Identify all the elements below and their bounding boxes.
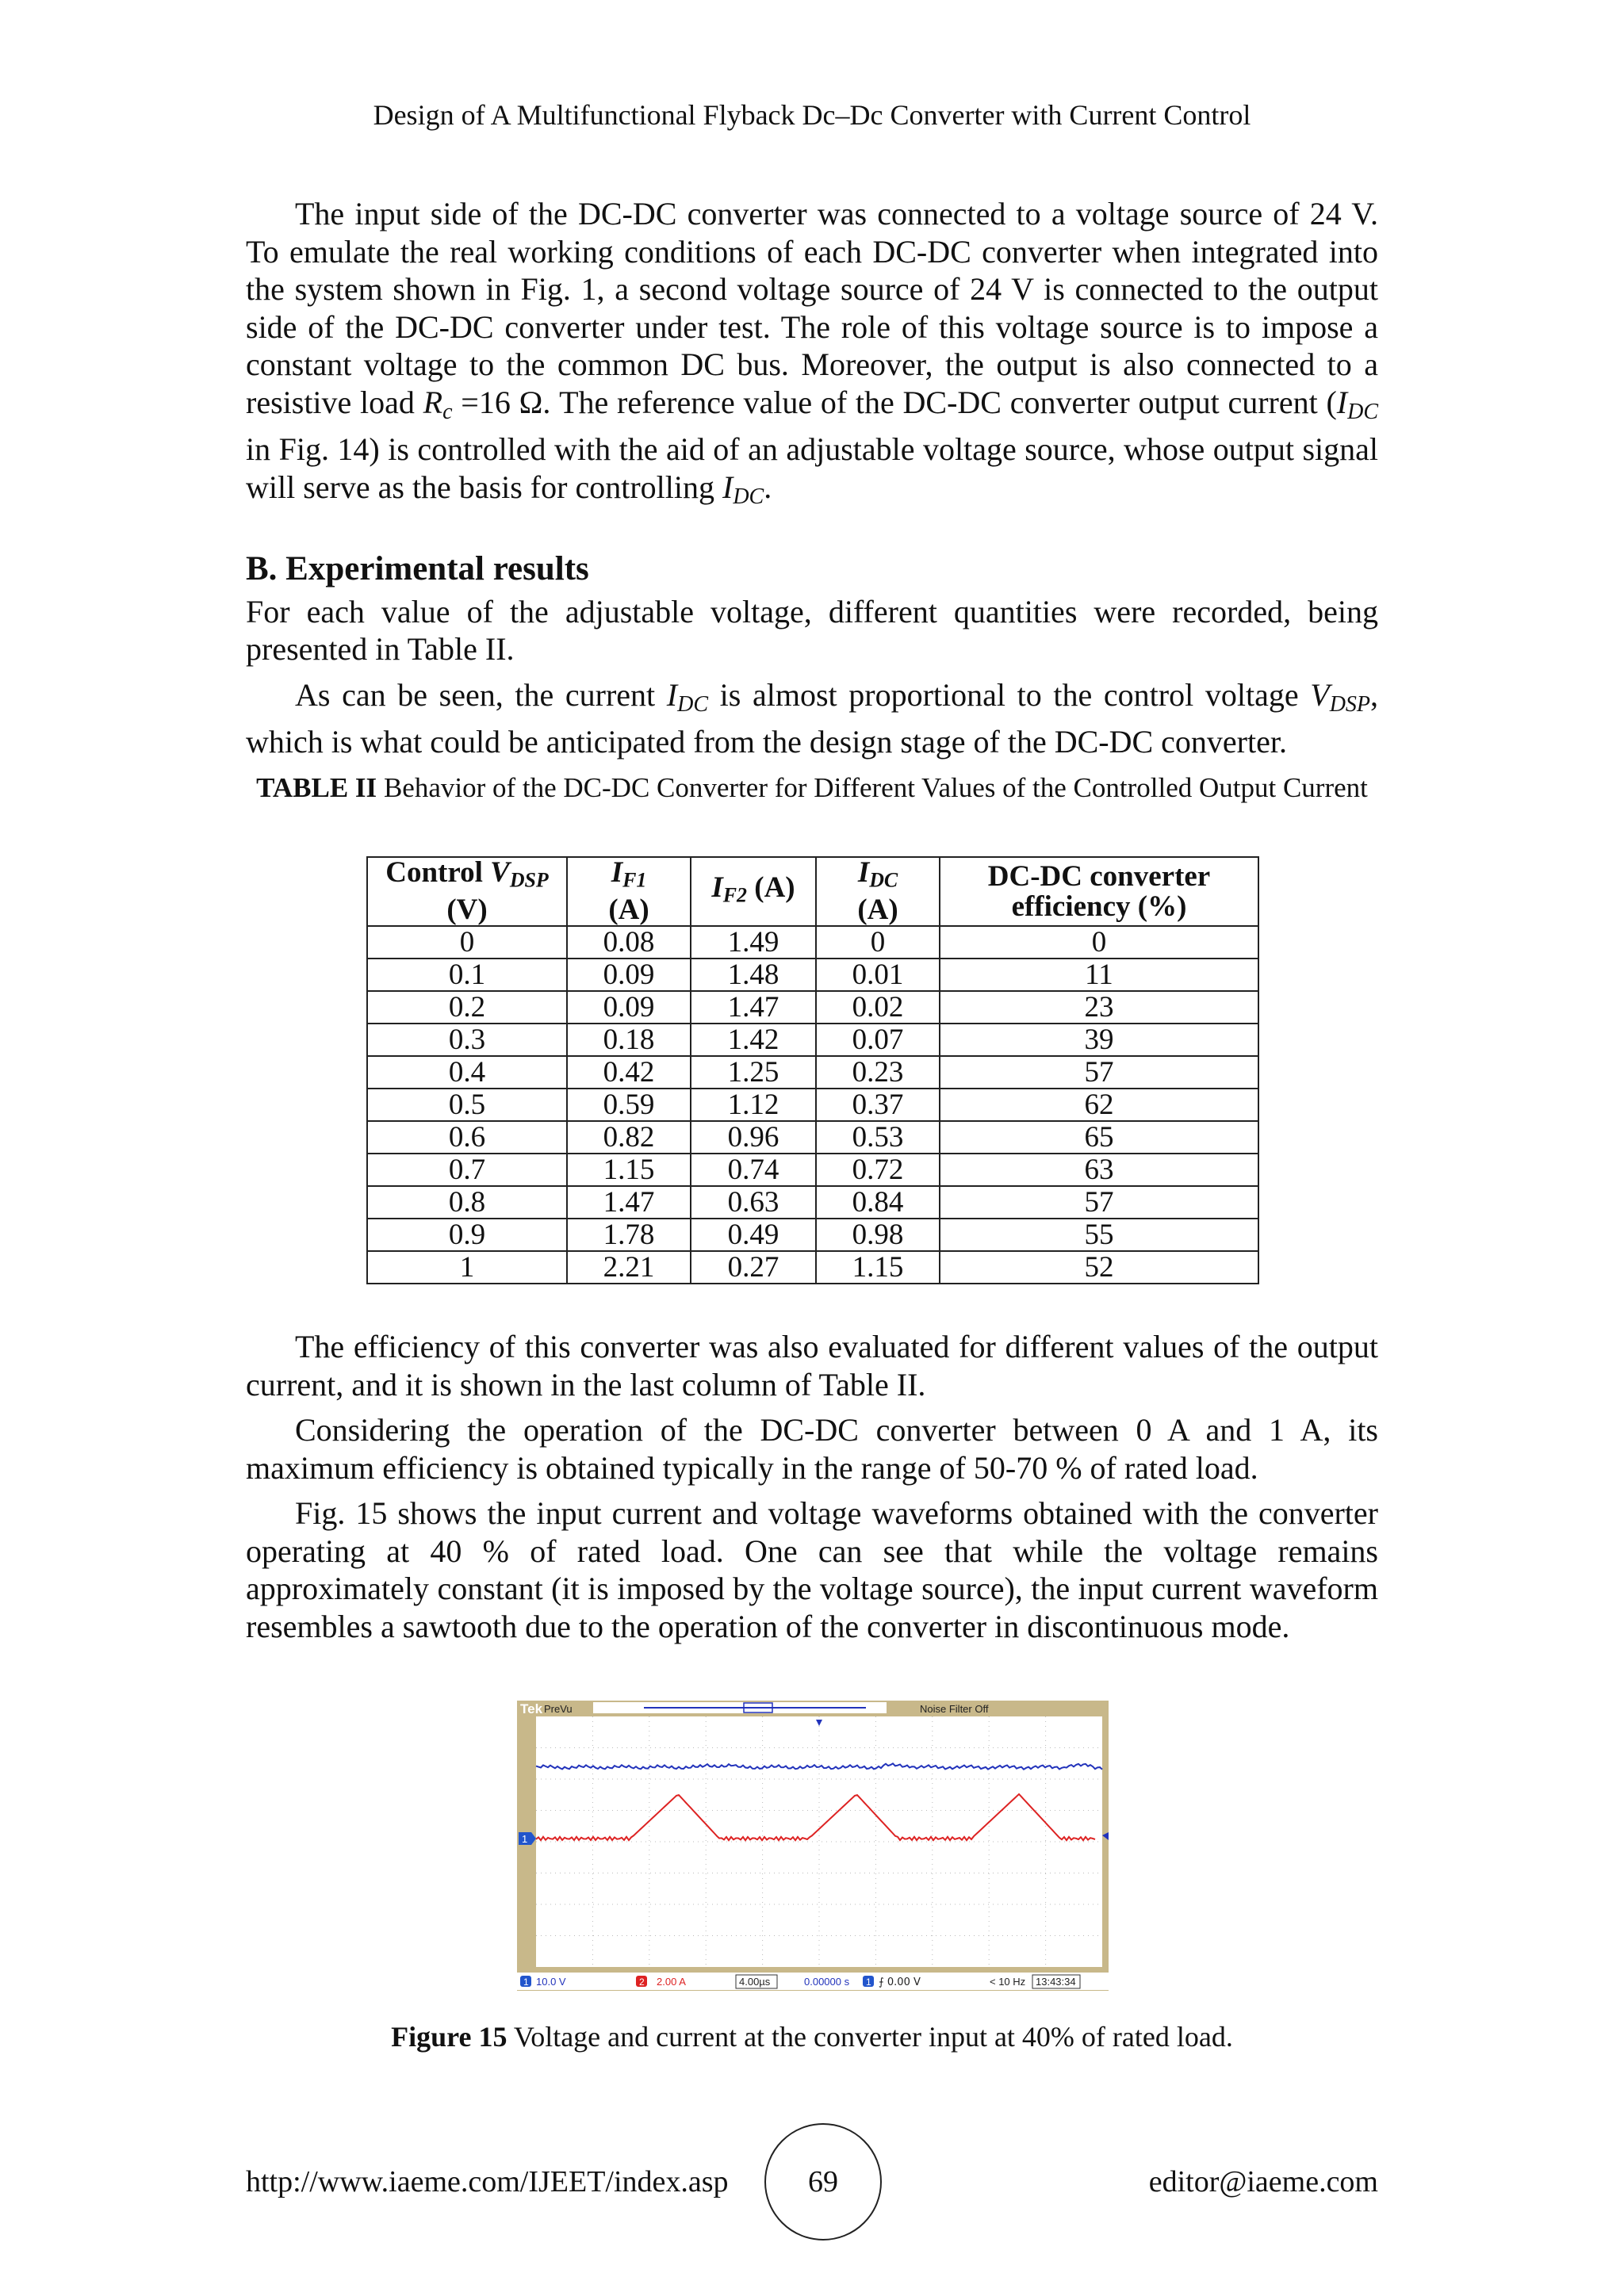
page-number: 69 — [764, 2123, 882, 2241]
table-cell: 0.49 — [691, 1219, 816, 1251]
header-if2: $I_{F2}$ (A) — [691, 857, 816, 926]
table-cell: 0.9 — [367, 1219, 567, 1251]
table-cell: 1.15 — [567, 1154, 691, 1186]
table-cell: 0.74 — [691, 1154, 816, 1186]
table-cell: 0.42 — [567, 1056, 691, 1089]
footer-email[interactable]: editor@iaeme.com — [1148, 2165, 1378, 2198]
table-cell: 0.01 — [816, 959, 940, 991]
table-cell: 0.6 — [367, 1121, 567, 1154]
trigger-level-label: ⨍ 0.00 V — [879, 1976, 921, 1988]
table-cell: 1.49 — [691, 926, 816, 959]
table-caption: TABLE II Behavior of the DC-DC Converter for Different Values of the Controlled Output Current — [256, 772, 1368, 803]
paragraph-waveforms: Fig. 15 shows the input current and voltage waveforms obtained with the converter operating at 40 % of rated load. One can see that while the voltage remains approximately constant (it is imposed by the voltage source), the input current waveform resembles a sawtooth due to the operation of the converter in discontinuous mode. — [246, 1495, 1378, 1644]
table-cell: 57 — [940, 1056, 1258, 1089]
table-cell: 0 — [940, 926, 1258, 959]
table-cell: 0.37 — [816, 1089, 940, 1121]
table-cell: 0 — [367, 926, 567, 959]
table-cell: 0.3 — [367, 1024, 567, 1056]
table-row — [367, 926, 1258, 959]
table-cell: 0.98 — [816, 1219, 940, 1251]
timebase-label: 4.00µs — [739, 1976, 771, 1988]
ch2-badge-label: 2 — [639, 1976, 645, 1988]
noise-filter-label: Noise Filter Off — [920, 1703, 989, 1715]
footer-url[interactable]: http://www.iaeme.com/IJEET/index.asp — [246, 2165, 729, 2198]
time-offset-label: 0.00000 s — [804, 1976, 850, 1988]
ch1-badge-label: 1 — [523, 1976, 529, 1988]
table-cell: 0.08 — [567, 926, 691, 959]
table-cell: 0.09 — [567, 959, 691, 991]
table-cell: 0.8 — [367, 1186, 567, 1219]
table-cell: 0.23 — [816, 1056, 940, 1089]
table-cell: 1.15 — [816, 1251, 940, 1284]
ch1-scale: 10.0 V — [536, 1976, 566, 1988]
mode-label: PreVu — [544, 1703, 573, 1715]
trigger-channel-label: 1 — [866, 1976, 871, 1988]
ch1-marker-label: 1 — [522, 1833, 528, 1845]
table-row — [367, 1186, 1258, 1219]
table-cell: 0.1 — [367, 959, 567, 991]
table-row — [367, 959, 1258, 991]
body-text-bottom — [246, 1328, 1378, 1653]
paragraph-recorded: For each value of the adjustable voltage, different quantities were recorded, being presented in Table II. — [246, 593, 1378, 667]
table-cell: 0.59 — [567, 1089, 691, 1121]
frequency-label: < 10 Hz — [990, 1976, 1026, 1988]
table-cell: 1.12 — [691, 1089, 816, 1121]
table-cell: 0.09 — [567, 991, 691, 1024]
table-cell: 39 — [940, 1024, 1258, 1056]
table-row — [367, 1121, 1258, 1154]
table-cell: 0.2 — [367, 991, 567, 1024]
body-text-top — [246, 195, 1378, 523]
ch1-marker-arrow — [531, 1832, 536, 1845]
table-cell: 52 — [940, 1251, 1258, 1284]
table-cell: 1.25 — [691, 1056, 816, 1089]
ch2-scale: 2.00 A — [657, 1976, 686, 1988]
clock-label: 13:43:34 — [1036, 1976, 1076, 1988]
table-cell: 0.18 — [567, 1024, 691, 1056]
table-cell: 62 — [940, 1089, 1258, 1121]
table-cell: 0.27 — [691, 1251, 816, 1284]
table-cell: 0.82 — [567, 1121, 691, 1154]
table-cell: 0 — [816, 926, 940, 959]
table-row — [367, 1219, 1258, 1251]
table-cell: 0.07 — [816, 1024, 940, 1056]
table-cell: 0.4 — [367, 1056, 567, 1089]
table-row — [367, 1024, 1258, 1056]
table-cell: 57 — [940, 1186, 1258, 1219]
header-if1: $I_{F1}$ (A) — [567, 857, 691, 926]
table-cell: 65 — [940, 1121, 1258, 1154]
table-cell: 1 — [367, 1251, 567, 1284]
table-cell: 0.84 — [816, 1186, 940, 1219]
brand-label: Tek — [520, 1701, 543, 1716]
table-cell: 1.47 — [567, 1186, 691, 1219]
table-cell: 0.02 — [816, 991, 940, 1024]
paragraph-range: Considering the operation of the DC-DC converter between 0 A and 1 A, its maximum efficiency is obtained typically in the range of 50-70 % of rated load. — [246, 1412, 1378, 1486]
table-cell: 1.78 — [567, 1219, 691, 1251]
table-cell: 0.96 — [691, 1121, 816, 1154]
table-row — [367, 991, 1258, 1024]
table-cell: 0.5 — [367, 1089, 567, 1121]
section-experimental — [246, 530, 1378, 769]
trigger-level-icon — [1102, 1832, 1109, 1840]
table-cell: 63 — [940, 1154, 1258, 1186]
table-row — [367, 1154, 1258, 1186]
header-idc: $I_{DC}$ (A) — [816, 857, 940, 926]
paragraph-proportional: As can be seen, the current $I_{DC}$ is almost proportional to the control voltage $V_{DSP}$, which is what could be anticipated from the design stage of the DC-DC converter. — [246, 676, 1379, 760]
data-table — [366, 856, 1259, 1284]
table-row — [367, 1251, 1258, 1284]
section-heading: B. Experimental results — [246, 550, 589, 587]
table-body — [367, 926, 1258, 1284]
figure-caption: Figure 15 Voltage and current at the converter input at 40% of rated load. — [391, 2021, 1233, 2053]
table-cell: 0.72 — [816, 1154, 940, 1186]
table-row — [367, 1056, 1258, 1089]
table-cell: 1.42 — [691, 1024, 816, 1056]
table-cell: 0.7 — [367, 1154, 567, 1186]
table-cell: 0.53 — [816, 1121, 940, 1154]
table-cell: 1.48 — [691, 959, 816, 991]
table-cell: 11 — [940, 959, 1258, 991]
header-efficiency: DC-DC converter efficiency (%) — [940, 857, 1258, 926]
table-row — [367, 1089, 1258, 1121]
table-cell: 55 — [940, 1219, 1258, 1251]
table-cell: 23 — [940, 991, 1258, 1024]
table-cell: 0.63 — [691, 1186, 816, 1219]
paragraph-efficiency: The efficiency of this converter was also evaluated for different values of the output current, and it is shown in the last column of Table II. — [246, 1329, 1378, 1402]
table-cell: 1.47 — [691, 991, 816, 1024]
table-header-row — [367, 857, 1258, 926]
paragraph-setup: The input side of the DC-DC converter was connected to a voltage source of 24 V. To emulate the real working conditions of each DC-DC converter when integrated into the system shown in Fig. 1, a second voltage source of 24 V is connected to the output side of the DC-DC converter under test. The role of this voltage source is to impose a constant voltage to the common DC bus. Moreover, the output is also connected to a resistive load $R_c =16$ Ω. The reference value of the DC-DC converter output current ($I_{DC}$ in Fig. 14) is controlled with the aid of an adjustable voltage source, whose output signal will serve as the basis for controlling $I_{DC}$. — [246, 196, 1379, 509]
oscilloscope-screenshot — [517, 1701, 1109, 1991]
running-title: Design of A Multifunctional Flyback Dc–Dc Converter with Current Control — [373, 99, 1251, 131]
header-control-vdsp: Control $V_{DSP}$ (V) — [367, 857, 567, 926]
oscilloscope-display — [517, 1701, 1109, 1991]
table-cell: 2.21 — [567, 1251, 691, 1284]
